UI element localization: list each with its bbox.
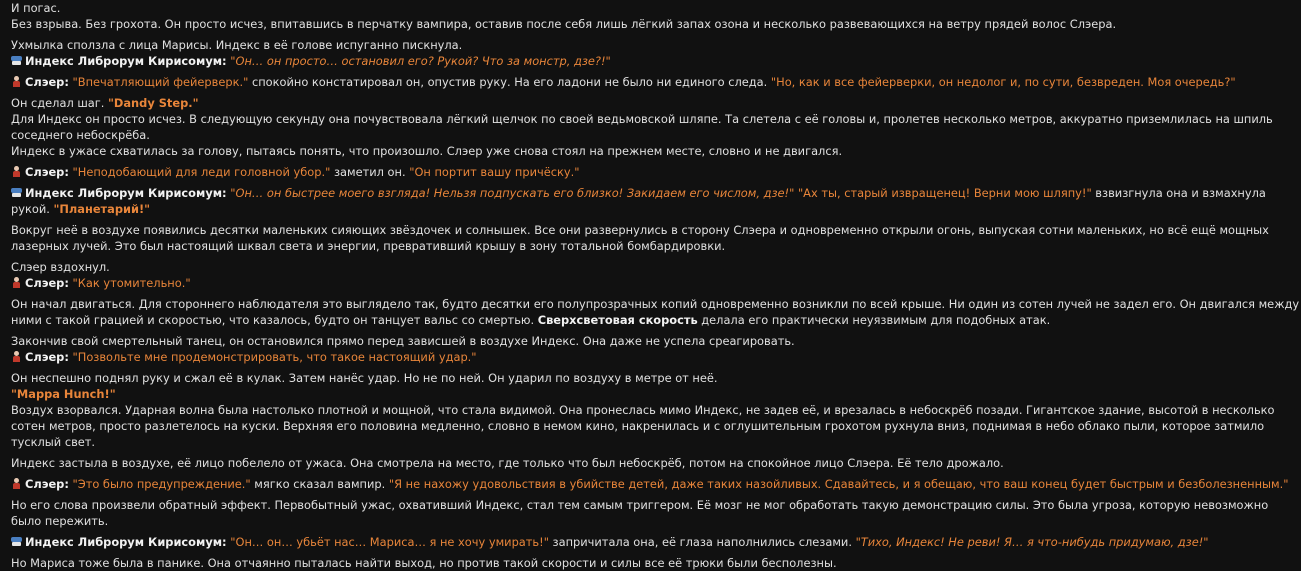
speaker-name: Индекс Либрорум Кирисомум:	[25, 54, 227, 68]
paragraph-8	[11, 259, 1301, 291]
dialogue-line	[11, 476, 1301, 492]
quote-text: "Позвольте мне продемонстрировать, что такое настоящий удар."	[72, 350, 477, 364]
quote-text: "Тихо, Индекс! Не реви! Я… я что-нибудь придумаю, дзе!"	[855, 535, 1209, 549]
quote-text: "Он… он просто… остановил его? Рукой? Что за монстр, дзе?!"	[230, 54, 611, 68]
quote-text: "Ах ты, старый извращенец! Верни мою шляпу!"	[797, 186, 1092, 200]
dialogue-line	[11, 185, 1301, 217]
vampire-icon	[11, 351, 22, 362]
narration-text: заметил он.	[330, 165, 410, 179]
narration-line: Но его слова произвели обратный эффект. Первобытный ужас, охвативший Индекс, стал тем самым триггером. Её мозг не мог обработать такую демонстрацию силы. Это была угроза, которую невозможно было пережить.	[11, 498, 1269, 528]
technique-name: "Mappa Hunch!"	[11, 387, 116, 401]
quote-text: "Я не нахожу удовольствия в убийстве детей, даже таких назойливых. Сдавайтесь, и я обещаю, что ваш конец будет быстрым и безболезненным."	[388, 477, 1289, 491]
vampire-icon	[11, 277, 22, 288]
speaker-name: Слэер:	[25, 477, 69, 491]
paragraph-6	[11, 185, 1301, 217]
narration-text: делала его практически неуязвимым для подобных атак.	[697, 313, 1051, 327]
quote-text: "Он… он… убьёт нас… Мариса… я не хочу умирать!"	[230, 535, 549, 549]
quote-text: "Он… он быстрее моего взгляда! Нельзя подпускать его близко! Закидаем его числом, дзе!"	[230, 186, 795, 200]
vampire-icon	[11, 478, 22, 489]
paragraph-11	[11, 370, 1301, 450]
vampire-icon	[11, 166, 22, 177]
technique-name: "Dandy Step."	[107, 96, 199, 110]
paragraph-10	[11, 333, 1301, 365]
dialogue-line	[11, 349, 1301, 365]
witch-icon	[11, 536, 22, 547]
dialogue-line	[11, 275, 1301, 291]
paragraph-9	[11, 296, 1301, 328]
speaker-name: Слэер:	[25, 350, 69, 364]
narration-text: мягко сказал вампир.	[250, 477, 389, 491]
paragraph-14	[11, 497, 1301, 529]
narration-text: спокойно констатировал он, опустив руку. На его ладони не было ни единого следа.	[248, 75, 771, 89]
narration-line: Ухмылка сползла с лица Марисы. Индекс в её голове испуганно пискнула.	[11, 38, 463, 52]
narration-text: Он сделал шаг.	[11, 96, 108, 110]
quote-text: "Но, как и все фейерверки, он недолог и, по сути, безвреден. Моя очередь?"	[770, 75, 1236, 89]
speaker-name: Индекс Либрорум Кирисомум:	[25, 186, 227, 200]
paragraph-3	[11, 74, 1301, 90]
paragraph-4	[11, 95, 1301, 159]
speaker-name: Индекс Либрорум Кирисомум:	[25, 535, 227, 549]
paragraph-12	[11, 455, 1301, 471]
paragraph-7	[11, 222, 1301, 254]
speaker-name: Слэер:	[25, 165, 69, 179]
dialogue-line	[11, 53, 1301, 69]
narration-line: Закончив свой смертельный танец, он остановился прямо перед зависшей в воздухе Индекс. Она даже не успела среагировать.	[11, 334, 795, 348]
paragraph-2	[11, 37, 1301, 69]
witch-icon	[11, 187, 22, 198]
speaker-name: Слэер:	[25, 75, 69, 89]
narration-line: Для Индекс он просто исчез. В следующую секунду она почувствовала лёгкий щелчок по своей ведьмовской шляпе. Та слетела с её головы и, пролетев несколько метров, аккуратно приземлилась на шпиль соседнего небоскрёба.	[11, 112, 1273, 142]
narration-text: запричитала она, её глаза наполнились слезами.	[548, 535, 856, 549]
quote-text: "Неподобающий для леди головной убор."	[72, 165, 331, 179]
narration-line: Но Мариса тоже была в панике. Она отчаянно пыталась найти выход, но против такой скорости и силы все её трюки были бесполезны.	[11, 556, 837, 570]
dialogue-line	[11, 534, 1301, 550]
narration-line: Вокруг неё в воздухе появились десятки маленьких сияющих звёздочек и солнышек. Все они развернулись в сторону Слэера и одновременно открыли огонь, выпуская сотни маленьких, но всё ещё мощных лазерных лучей. Это был настоящий шквал света и энергии, превративший крышу в зону тотальной бомбардировки.	[11, 223, 1269, 253]
paragraph-15	[11, 534, 1301, 550]
narration-line: Он неспешно поднял руку и сжал её в кулак. Затем нанёс удар. Но не по ней. Он ударил по воздуху в метре от неё.	[11, 371, 718, 385]
narration-line: Слэер вздохнул.	[11, 260, 110, 274]
paragraph-13	[11, 476, 1301, 492]
narration-line: Индекс застыла в воздухе, её лицо побелело от ужаса. Она смотрела на место, где только что был небоскрёб, потом на спокойное лицо Слэера. Её тело дрожало.	[11, 456, 1004, 470]
dialogue-line	[11, 164, 1301, 180]
narration-line: Воздух взорвался. Ударная волна была настолько плотной и мощной, что стала видимой. Она пронеслась мимо Индекс, не задев её, и врезалась в небоскрёб позади. Гигантское здание, высотой в несколько сотен метров, просто разлетелось на куски. Верхняя его половина медленно, словно в немом кино, накренилась и с оглушительным грохотом рухнула вниз, поднимая в небо облако пыли, которое затмило тусклый свет.	[11, 403, 1275, 449]
narration-line: Индекс в ужасе схватилась за голову, пытаясь понять, что произошло. Слэер уже снова стоял на прежнем месте, словно и не двигался.	[11, 144, 843, 158]
technique-name: Сверхсветовая скорость	[537, 313, 698, 327]
quote-text: "Он портит вашу причёску."	[409, 165, 580, 179]
narration-line: И погас.	[11, 1, 61, 15]
paragraph-5	[11, 164, 1301, 180]
vampire-icon	[11, 76, 22, 87]
quote-text: "Впечатляющий фейерверк."	[72, 75, 249, 89]
dialogue-line	[11, 74, 1301, 90]
paragraph-16	[11, 555, 1301, 571]
narration-line	[11, 296, 1301, 328]
speaker-name: Слэер:	[25, 276, 69, 290]
narration-line	[11, 95, 1301, 111]
witch-icon	[11, 55, 22, 66]
narration-text: Он начал двигаться. Для стороннего наблюдателя это выглядело так, будто десятки его полупрозрачных копий одновременно возникли по всей крыше. Ни один из сотен лучей не задел его. Он двигался между ними с такой грацией и скоростью, что казалось, будто он танцует вальс со смертью.	[11, 297, 1300, 327]
quote-text: "Это было предупреждение."	[72, 477, 251, 491]
narration-line: Без взрыва. Без грохота. Он просто исчез, впитавшись в перчатку вампира, оставив после себя лишь лёгкий запах озона и несколько развевающихся на ветру прядей волос Слэера.	[11, 17, 1117, 31]
narration-text: взвизгнула она и взмахнула рукой.	[11, 186, 1266, 216]
paragraph-1	[11, 0, 1301, 32]
quote-text: "Как утомительно."	[72, 276, 191, 290]
technique-name: "Планетарий!"	[53, 202, 151, 216]
